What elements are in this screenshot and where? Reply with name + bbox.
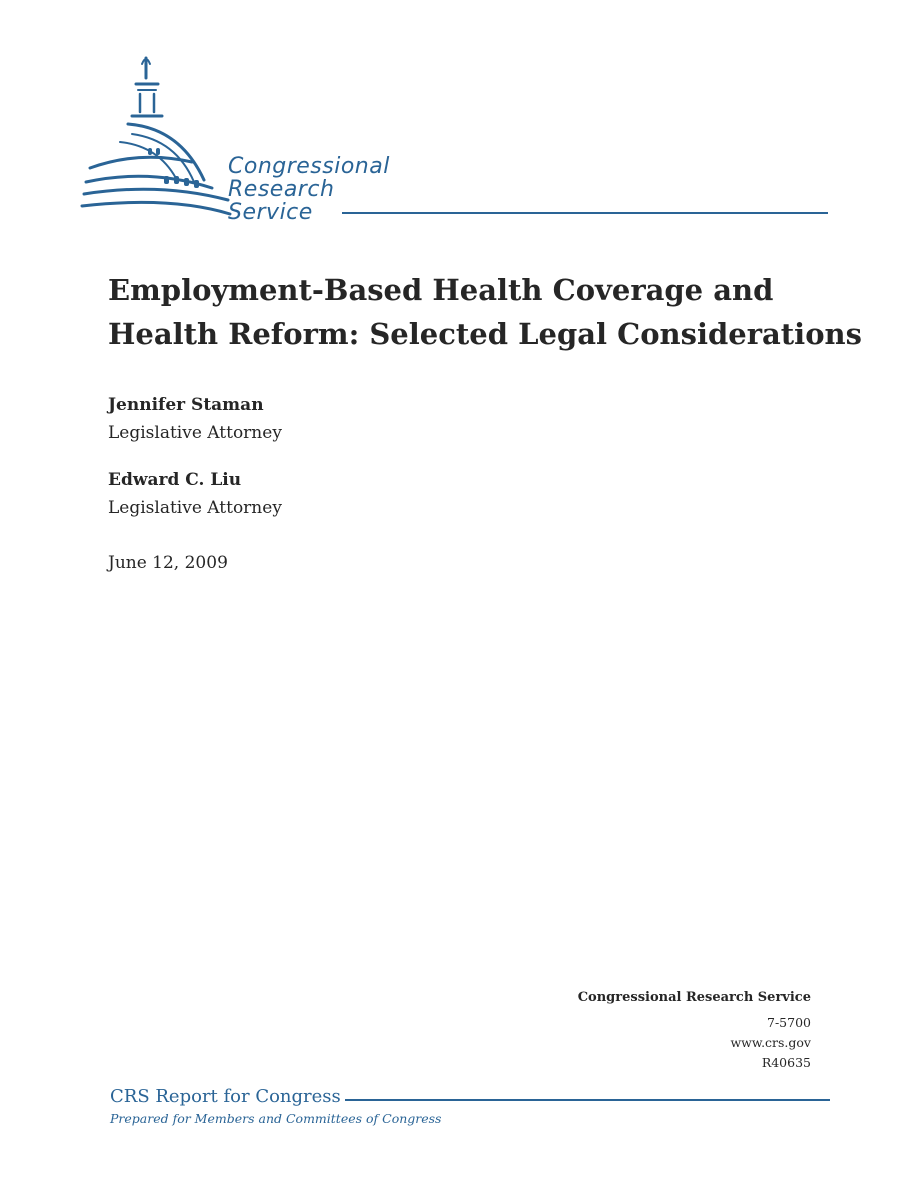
report-date: June 12, 2009 (108, 553, 228, 573)
title-line-2: Health Reform: Selected Legal Considerations (108, 317, 862, 351)
crs-website: www.crs.gov (730, 1035, 811, 1050)
crs-logo (80, 50, 840, 230)
crs-code: 7-5700 (767, 1015, 811, 1030)
logo-text-service: Service (228, 200, 313, 225)
report-number: R40635 (761, 1055, 811, 1070)
crs-org-name: Congressional Research Service (577, 990, 811, 1005)
footer-subtitle: Prepared for Members and Committees of Congress (110, 1111, 442, 1126)
report-title (108, 268, 868, 356)
title-line-1: Employment-Based Health Coverage and (108, 273, 774, 307)
capitol-dome-icon (80, 50, 240, 230)
footer-title: CRS Report for Congress (110, 1086, 345, 1107)
author-role-1: Legislative Attorney (108, 423, 282, 443)
author-name-1: Jennifer Staman (108, 395, 264, 415)
logo-text-congressional: Congressional (228, 154, 390, 179)
crs-info-block (578, 990, 811, 1073)
logo-rule (342, 212, 828, 214)
author-role-2: Legislative Attorney (108, 498, 282, 518)
author-name-2: Edward C. Liu (108, 470, 242, 490)
logo-text-research: Research (228, 177, 335, 202)
